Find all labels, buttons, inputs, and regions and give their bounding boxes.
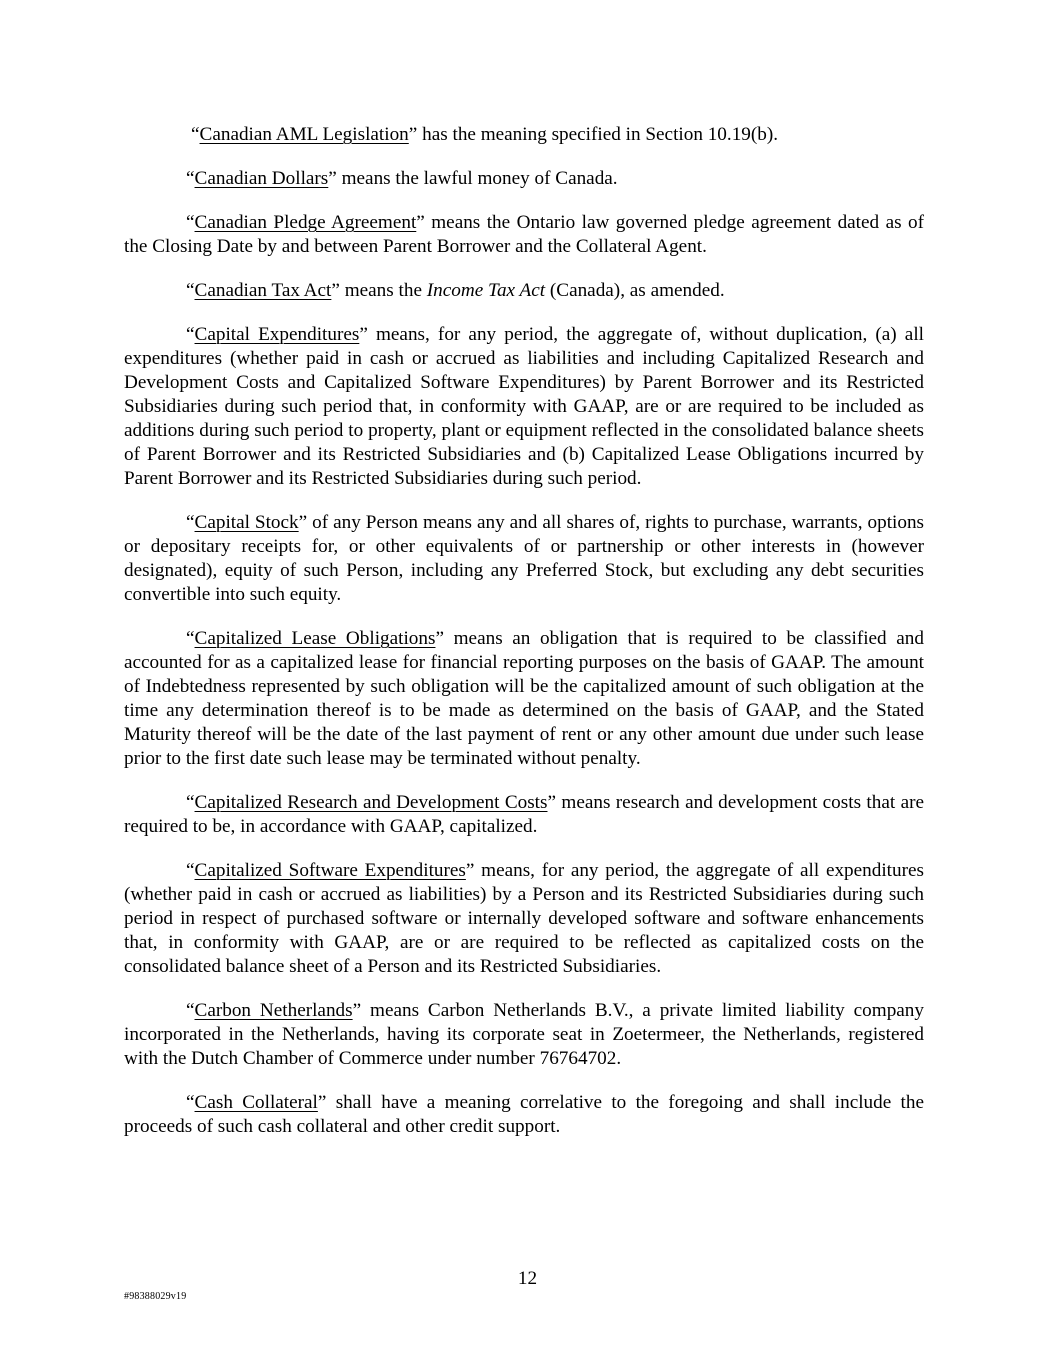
defined-term: Canadian Tax Act [194, 280, 332, 301]
definition-capitalized-software-expenditures: “Capitalized Software Expenditures” means, for any period, the aggregate of all expenditures (whether paid in cash or accrued as liabilities) by a Person and its Restricted Subsidiaries during such period in respect of purchased software or internally developed software and software enhancements that, in conformity with GAAP, are or are required to be reflected as capitalized costs on the consolidated balance sheet of a Person and its Restricted Subsidiaries. [124, 860, 924, 977]
document-id: #98388029v19 [124, 1291, 187, 1302]
definition-text: has the meaning specified in Section 10.19(b). [417, 124, 779, 145]
defined-term: Capitalized Software Expenditures [194, 860, 466, 881]
definition-carbon-netherlands: “Carbon Netherlands” means Carbon Netherlands B.V., a private limited liability company incorporated in the Netherlands, having its corporate seat in Zoetermeer, the Netherlands, registered with the Dutch Chamber of Commerce under number 76764702. [124, 1000, 924, 1069]
definition-text: (Canada), as amended. [545, 280, 725, 301]
definition-canadian-tax-act: “Canadian Tax Act” means the Income Tax Act (Canada), as amended. [186, 280, 725, 301]
definition-cash-collateral: “Cash Collateral” shall have a meaning correlative to the foregoing and shall include the proceeds of such cash collateral and other credit support. [124, 1092, 925, 1137]
definition-text: means the Ontario law governed pledge agreement dated as of the Closing Date by and between Parent Borrower and the Collateral Agent. [124, 212, 924, 257]
definition-text: of any Person means any and all shares of, rights to purchase, warrants, options or depositary receipts for, or other equivalents of or partnership or other interests in (however designated), equity of such Person, including any Preferred Stock, but excluding any debt securities convertible into such equity. [124, 512, 925, 605]
defined-term: Capitalized Lease Obligations [194, 628, 436, 649]
definition-text: means an obligation that is required to be classified and accounted for as a capitalized lease for financial reporting purposes on the basis of GAAP. The amount of Indebtedness represented by such obligation will be the capitalized amount of such obligation at the time any determination thereof is to be made as determined on the basis of GAAP, and the Stated Maturity thereof will be the date of the last payment of rent or any other amount due under such lease prior to the first date such lease may be terminated without penalty. [124, 628, 924, 769]
page-number: 12 [517, 1268, 538, 1289]
definition-text: means Carbon Netherlands B.V., a private limited liability company incorporated in the Netherlands, having its corporate seat in Zoetermeer, the Netherlands, registered with the Dutch Chamber of Commerce under number 76764702. [124, 1000, 924, 1069]
definition-text: means the lawful money of Canada. [336, 168, 618, 189]
definition-text: means research and development costs that are required to be, in accordance with GAAP, capitalized. [124, 792, 924, 837]
italic-title: Income Tax Act [426, 280, 546, 301]
defined-term: Canadian Pledge Agreement [194, 212, 417, 233]
definition-canadian-pledge-agreement: “Canadian Pledge Agreement” means the Ontario law governed pledge agreement dated as of the Closing Date by and between Parent Borrower and the Collateral Agent. [124, 212, 924, 257]
defined-term: Carbon Netherlands [194, 1000, 353, 1021]
definition-text: means, for any period, the aggregate of all expenditures (whether paid in cash or accrued as liabilities) by a Person and its Restricted Subsidiaries during such period in respect of purchased software or internally developed software and software enhancements that, in conformity with GAAP, are or are required to be reflected as capitalized costs on the consolidated balance sheet of a Person and its Restricted Subsidiaries. [124, 860, 924, 977]
defined-term: Cash Collateral [194, 1092, 318, 1113]
defined-term: Capital Stock [194, 512, 299, 533]
definition-capitalized-rd-costs: “Capitalized Research and Development Costs” means research and development costs that are required to be, in accordance with GAAP, capitalized. [124, 792, 924, 837]
defined-term: Capital Expenditures [194, 324, 360, 345]
definition-canadian-dollars: “Canadian Dollars” means the lawful money of Canada. [186, 168, 618, 189]
definition-capitalized-lease-obligations: “Capitalized Lease Obligations” means an obligation that is required to be classified and accounted for as a capitalized lease for financial reporting purposes on the basis of GAAP. The amount of Indebtedness represented by such obligation will be the capitalized amount of such obligation at the time any determination thereof is to be made as determined on the basis of GAAP, and the Stated Maturity thereof will be the date of the last payment of rent or any other amount due under such lease prior to the first date such lease may be terminated without penalty. [124, 628, 924, 769]
definition-text: means, for any period, the aggregate of, without duplication, (a) all expenditures (whether paid in cash or accrued as liabilities and including Capitalized Research and Development Costs and Capitalized Software Expenditures) by Parent Borrower and its Restricted Subsidiaries during such period that, in conformity with GAAP, are or are required to be included as additions during such period to property, plant or equipment reflected in the consolidated balance sheets of Parent Borrower and its Restricted Subsidiaries and (b) Capitalized Lease Obligations incurred by Parent Borrower and its Restricted Subsidiaries during such period. [124, 324, 924, 489]
defined-term: Canadian Dollars [194, 168, 329, 189]
definition-capital-expenditures: “Capital Expenditures” means, for any period, the aggregate of, without duplication, (a) all expenditures (whether paid in cash or accrued as liabilities and including Capitalized Research and Development Costs and Capitalized Software Expenditures) by Parent Borrower and its Restricted Subsidiaries during such period that, in conformity with GAAP, are or are required to be included as additions during such period to property, plant or equipment reflected in the consolidated balance sheets of Parent Borrower and its Restricted Subsidiaries and (b) Capitalized Lease Obligations incurred by Parent Borrower and its Restricted Subsidiaries during such period. [124, 324, 924, 489]
definition-capital-stock: “Capital Stock” of any Person means any and all shares of, rights to purchase, warrants, options or depositary receipts for, or other equivalents of or partnership or other interests in (however designated), equity of such Person, including any Preferred Stock, but excluding any debt securities convertible into such equity. [124, 512, 925, 605]
definition-text: means the [339, 280, 427, 301]
defined-term: Capitalized Research and Development Costs [194, 792, 548, 813]
defined-term: Canadian AML Legislation [199, 124, 409, 145]
document-body [124, 123, 924, 1159]
definition-text: shall have a meaning correlative to the foregoing and shall include the proceeds of such cash collateral and other credit support. [124, 1092, 925, 1137]
definition-canadian-aml-legislation: “Canadian AML Legislation” has the meaning specified in Section 10.19(b). [191, 124, 779, 145]
